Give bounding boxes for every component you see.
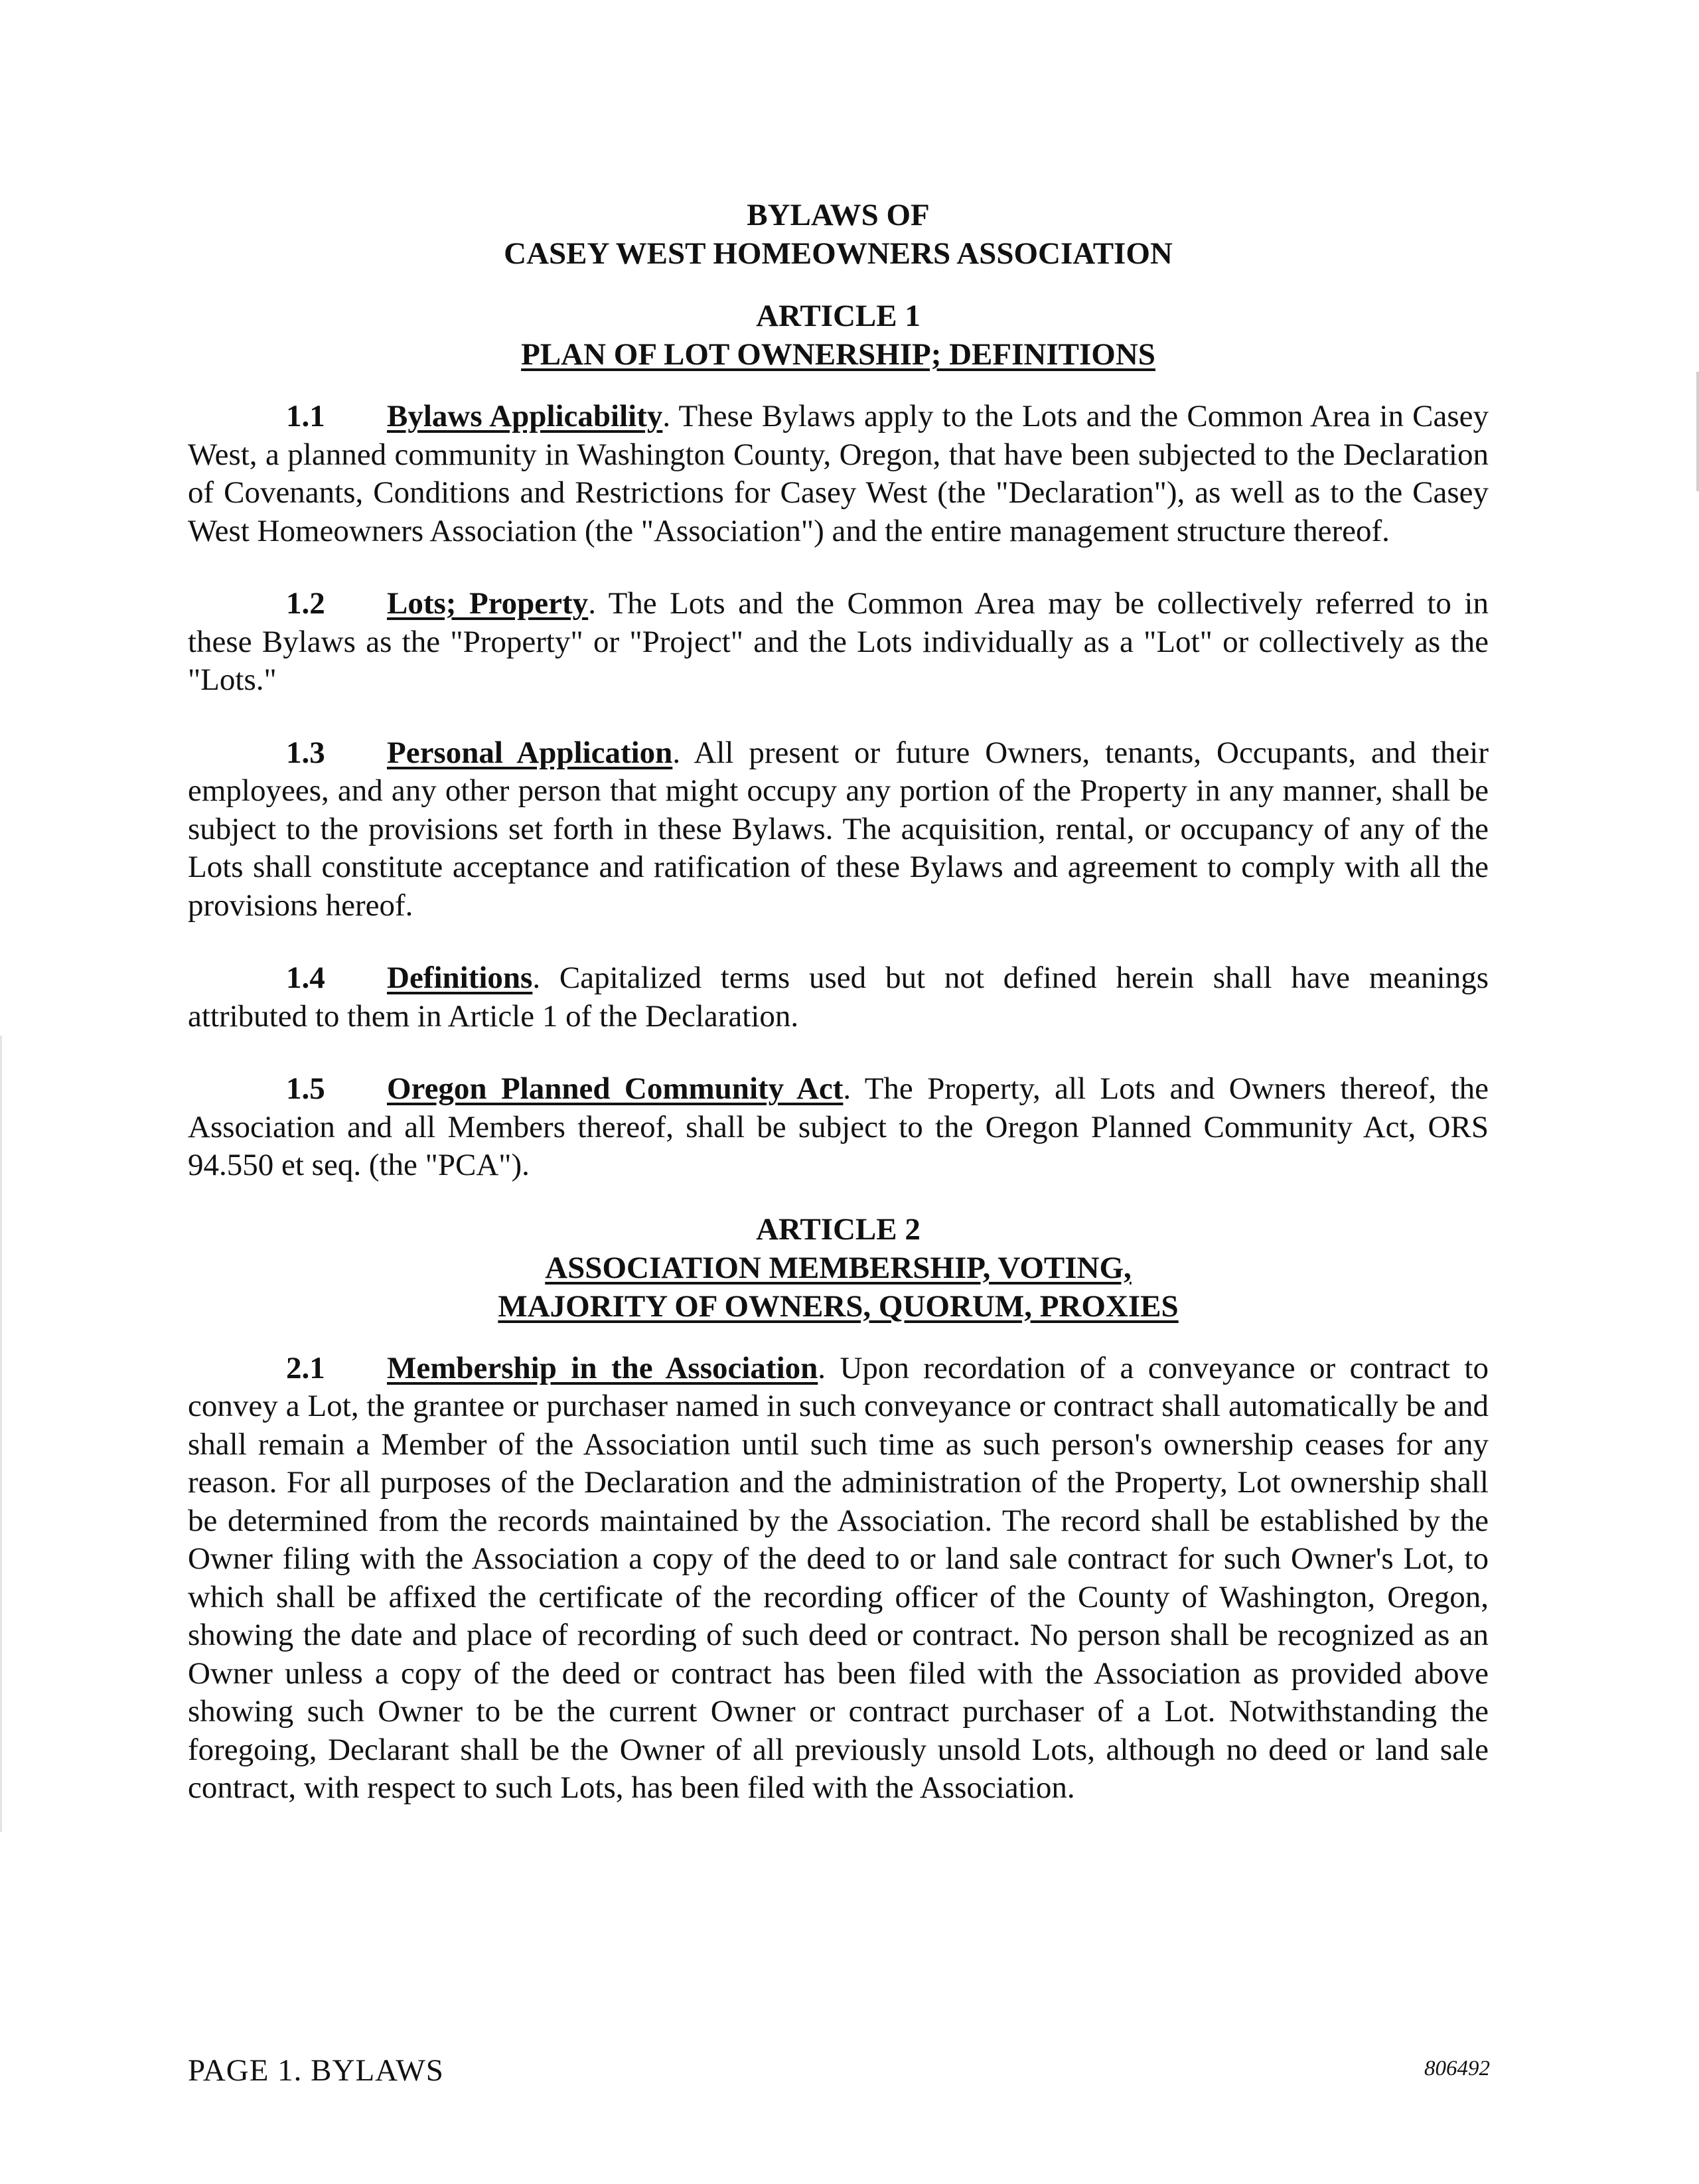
scan-edge-mark bbox=[1696, 372, 1699, 491]
section-text: . The Lots and the Common Area may be collectively referred to in these Bylaws as the "Property" or "Project" and the Lots individually as a "Lot" or collectively as the "Lots." bbox=[188, 586, 1489, 697]
section-number: 2.1 bbox=[286, 1350, 325, 1385]
section-title: Personal Application bbox=[387, 735, 673, 770]
section-number: 1.3 bbox=[286, 735, 325, 770]
page-footer-label: PAGE 1. BYLAWS bbox=[188, 2053, 444, 2088]
section-number: 1.4 bbox=[286, 961, 325, 995]
section-title: Definitions bbox=[387, 961, 533, 995]
title-line-2: CASEY WEST HOMEOWNERS ASSOCIATION bbox=[504, 236, 1173, 271]
article-1-label: ARTICLE 1 bbox=[756, 299, 921, 333]
document-page bbox=[188, 196, 1489, 1842]
document-title bbox=[188, 196, 1489, 273]
section-2-1 bbox=[188, 1350, 1489, 1808]
section-title: Membership in the Association bbox=[387, 1350, 818, 1385]
document-number: 806492 bbox=[1424, 2057, 1490, 2080]
section-1-5 bbox=[188, 1070, 1489, 1185]
section-number: 1.2 bbox=[286, 586, 325, 621]
section-text: . The Property, all Lots and Owners thereof, the Association and all Members thereof, shall be subject to the Oregon Planned Community Act, ORS 94.550 et seq. (the "PCA"). bbox=[188, 1071, 1489, 1182]
article-2-title-line-1: ASSOCIATION MEMBERSHIP, VOTING, bbox=[545, 1250, 1132, 1285]
section-1-3 bbox=[188, 734, 1489, 925]
section-text: . These Bylaws apply to the Lots and the Common Area in Casey West, a planned community in Washington County, Oregon, that have been subjected to the Declaration of Covenants, Conditions and Restrictions for Casey West (the "Declaration"), as well as to the Casey West Homeowners Association (the "Association") and the entire management structure thereof. bbox=[188, 399, 1489, 548]
section-title: Oregon Planned Community Act bbox=[387, 1071, 844, 1106]
article-2-label: ARTICLE 2 bbox=[756, 1211, 921, 1247]
section-text: . Capitalized terms used but not defined herein shall have meanings attributed to them in Article 1 of the Declaration. bbox=[188, 961, 1489, 1034]
article-2-heading bbox=[188, 1210, 1489, 1326]
section-text: . All present or future Owners, tenants, Occupants, and their employees, and any other person that might occupy any portion of the Property in any manner, shall be subject to the provisions set forth in these Bylaws. The acquisition, rental, or occupancy of any of the Lots shall constitute acceptance and ratification of these Bylaws and agreement to comply with all the provisions hereof. bbox=[188, 735, 1489, 923]
article-1-title: PLAN OF LOT OWNERSHIP; DEFINITIONS bbox=[521, 337, 1155, 372]
article-2-title-line-2: MAJORITY OF OWNERS, QUORUM, PROXIES bbox=[498, 1288, 1179, 1324]
section-title: Lots; Property bbox=[387, 586, 589, 621]
title-line-1: BYLAWS OF bbox=[747, 198, 930, 232]
section-1-2 bbox=[188, 585, 1489, 700]
section-number: 1.5 bbox=[286, 1071, 325, 1106]
article-1-heading bbox=[188, 297, 1489, 374]
section-1-4 bbox=[188, 959, 1489, 1036]
section-number: 1.1 bbox=[286, 399, 325, 433]
section-1-1 bbox=[188, 398, 1489, 550]
scan-edge-mark-left bbox=[0, 1036, 2, 1832]
section-text: . Upon recordation of a conveyance or contract to convey a Lot, the grantee or purchaser named in such conveyance or contract shall automatically be and shall remain a Member of the Association until such time as such person's ownership ceases for any reason. For all purposes of the Declaration and the administration of the Property, Lot ownership shall be determined from the records maintained by the Association. The record shall be established by the Owner filing with the Association a copy of the deed to or land sale contract for such Owner's Lot, to which shall be affixed the certificate of the recording officer of the County of Washington, Oregon, showing the date and place of recording of such deed or contract. No person shall be recognized as an Owner unless a copy of the deed or contract has been filed with the Association as provided above showing such Owner to be the current Owner or contract purchaser of a Lot. Notwithstanding the foregoing, Declarant shall be the Owner of all previously unsold Lots, although no deed or land sale contract, with respect to such Lots, has been filed with the Association. bbox=[188, 1350, 1489, 1805]
section-title: Bylaws Applicability bbox=[387, 399, 663, 433]
